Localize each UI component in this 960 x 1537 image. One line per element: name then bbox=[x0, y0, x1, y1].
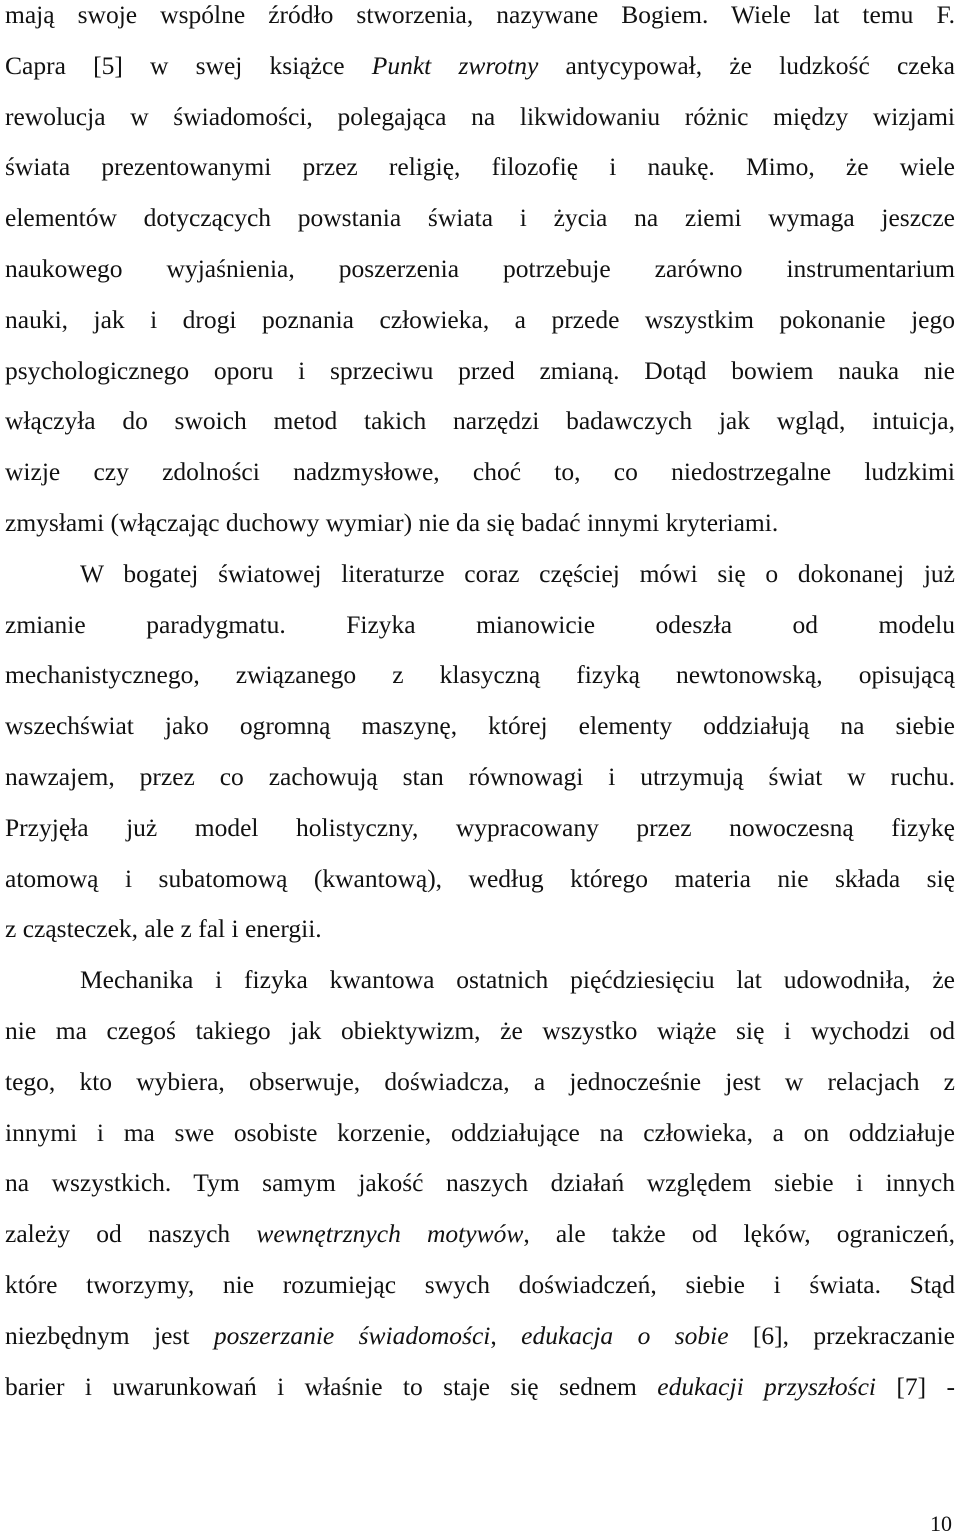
text-line bbox=[5, 41, 955, 92]
text-line: Przyjęła już model holistyczny, wypracowany przez nowoczesną fizykę bbox=[5, 812, 955, 842]
text-segment: [6], przekraczanie bbox=[728, 1320, 955, 1350]
text-line: na wszystkich. Tym samym jakość naszych działań względem siebie i innych bbox=[5, 1168, 955, 1198]
text-line: zmianie paradygmatu. Fizyka mianowicie odeszła od modelu bbox=[5, 609, 955, 639]
italic-phrase: wewnętrznych motywów bbox=[256, 1219, 524, 1249]
text-line: atomową i subatomową (kwantową), według którego materia nie składa się bbox=[5, 863, 955, 893]
text-line: włączyła do swoich metod takich narzędzi badawczych jak wgląd, intuicja, bbox=[5, 406, 955, 436]
body-text bbox=[5, 0, 955, 1412]
text-line bbox=[5, 1362, 955, 1413]
text-segment: niezbędnym jest bbox=[5, 1320, 214, 1350]
text-line: nie ma czegoś takiego jak obiektywizm, że wszystko wiąże się i wychodzi od bbox=[5, 1015, 955, 1045]
text-segment: zależy od naszych bbox=[5, 1219, 257, 1249]
text-line: mechanistycznego, związanego z klasyczną fizyką newtonowską, opisującą bbox=[5, 660, 955, 690]
book-title: Punkt zwrotny bbox=[371, 50, 539, 80]
text-line: wizje czy zdolności nadzmysłowe, choć to, co niedostrzegalne ludzkimi bbox=[5, 457, 955, 487]
text-line: innymi i ma swe osobiste korzenie, oddziałujące na człowieka, a on oddziałuje bbox=[5, 1117, 955, 1147]
text-line bbox=[5, 1311, 955, 1362]
text-segment: , bbox=[490, 1320, 522, 1350]
text-line: nauki, jak i drogi poznania człowieka, a przede wszystkim pokonanie jego bbox=[5, 304, 955, 334]
text-line: nawzajem, przez co zachowują stan równowagi i utrzymują świat w ruchu. bbox=[5, 761, 955, 791]
italic-phrase: poszerzanie świadomości bbox=[213, 1320, 491, 1350]
text-segment: [7] - bbox=[875, 1371, 955, 1401]
text-line: psychologicznego oporu i sprzeciwu przed zmianą. Dotąd bowiem nauka nie bbox=[5, 355, 955, 385]
text-line: świata prezentowanymi przez religię, filozofię i naukę. Mimo, że wiele bbox=[5, 152, 955, 182]
text-segment: Capra [5] w swej książce bbox=[5, 50, 372, 80]
text-line: rewolucja w świadomości, polegająca na likwidowaniu różnic między wizjami bbox=[5, 101, 955, 131]
text-line: z cząsteczek, ale z fal i energii. bbox=[5, 914, 322, 944]
text-line: Mechanika i fizyka kwantowa ostatnich pięćdziesięciu lat udowodniła, że bbox=[80, 965, 955, 995]
text-segment: antycypował, że ludzkość czeka bbox=[538, 50, 955, 80]
text-segment: , ale także od lęków, ograniczeń, bbox=[523, 1219, 955, 1249]
text-line: elementów dotyczących powstania świata i życia na ziemi wymaga jeszcze bbox=[5, 203, 955, 233]
text-line: W bogatej światowej literaturze coraz częściej mówi się o dokonanej już bbox=[80, 558, 955, 588]
text-segment: barier i uwarunkowań i właśnie to staje się sednem bbox=[5, 1371, 658, 1401]
text-line: mają swoje wspólne źródło stworzenia, nazywane Bogiem. Wiele lat temu F. bbox=[5, 0, 955, 29]
text-line: tego, kto wybiera, obserwuje, doświadcza, a jednocześnie jest w relacjach z bbox=[5, 1066, 955, 1096]
page-number: 10 bbox=[930, 1511, 952, 1536]
text-line: naukowego wyjaśnienia, poszerzenia potrzebuje zarówno instrumentarium bbox=[5, 253, 955, 283]
text-line bbox=[5, 1209, 955, 1260]
text-line: zmysłami (włączając duchowy wymiar) nie da się badać innymi kryteriami. bbox=[5, 507, 779, 537]
italic-phrase: edukacji przyszłości bbox=[657, 1371, 876, 1401]
italic-phrase: edukacja o sobie bbox=[521, 1320, 729, 1350]
text-line: wszechświat jako ogromną maszynę, której elementy oddziałują na siebie bbox=[5, 711, 955, 741]
text-line: które tworzymy, nie rozumiejąc swych doświadczeń, siebie i świata. Stąd bbox=[5, 1269, 955, 1299]
